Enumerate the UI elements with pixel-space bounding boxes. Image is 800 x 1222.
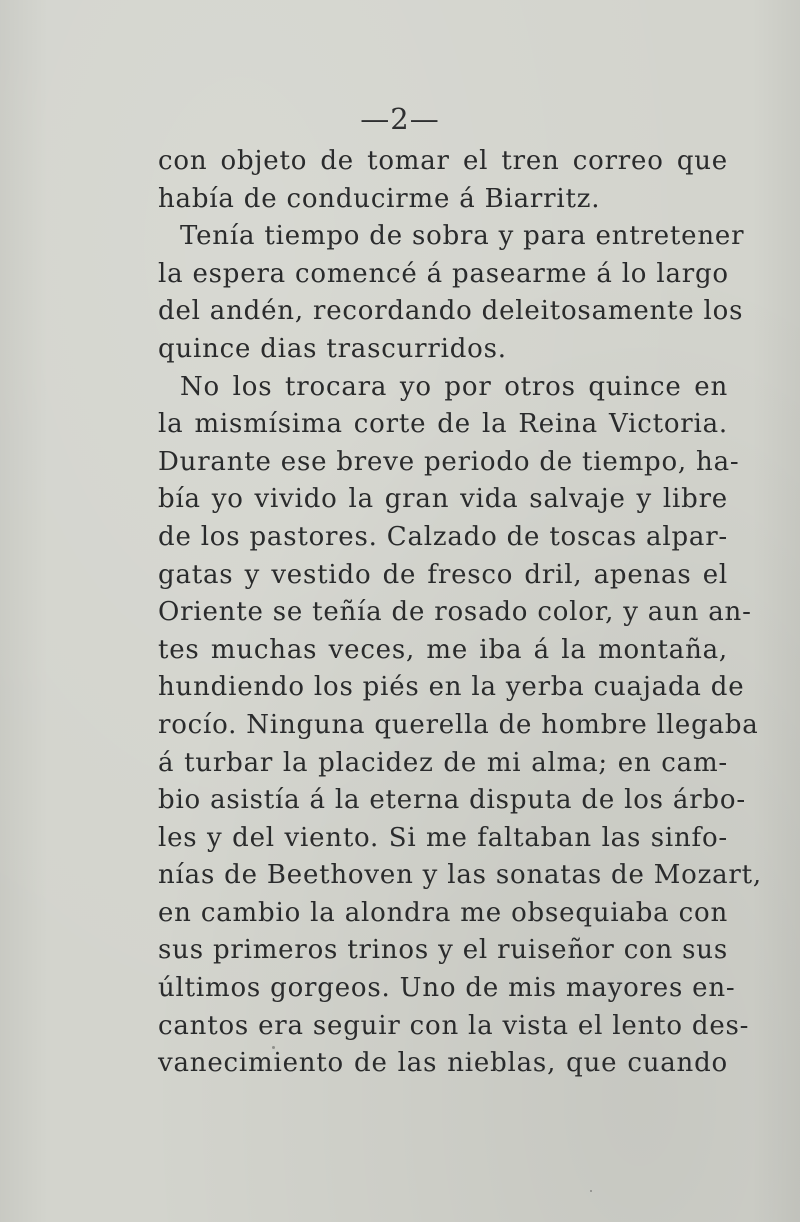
text-line: sus primeros trinos y el ruiseñor con sus (158, 935, 728, 966)
text-line: vanecimiento de las nieblas, que cuando (158, 1048, 728, 1079)
text-line: hundiendo los piés en la yerba cuajada de (158, 672, 745, 703)
text-line: de los pastores. Calzado de toscas alpar- (158, 521, 729, 552)
text-line: bía yo vivido la gran vida salvaje y libre (158, 484, 728, 515)
text-line: rocío. Ninguna querella de hombre llegaba (158, 709, 759, 740)
text-line: cantos era seguir con la vista el lento des- (158, 1010, 750, 1041)
text-line: con objeto de tomar el tren correo que (158, 146, 728, 176)
page-number: —2— (360, 102, 440, 136)
text-line: quince dias trascurridos. (158, 333, 507, 364)
text-line: la mismísima corte de la Reina Victoria. (158, 409, 728, 440)
text-line: bio asistía á la eterna disputa de los árbo- (158, 785, 746, 816)
text-line: nías de Beethoven y las sonatas de Mozart, (158, 860, 762, 891)
text-line: á turbar la placidez de mi alma; en cam- (158, 747, 728, 778)
text-line: No los trocara yo por otros quince en (180, 371, 728, 402)
text-line: últimos gorgeos. Uno de mis mayores en- (158, 973, 736, 1004)
text-line: les y del viento. Si me faltaban las sinfo- (158, 822, 728, 853)
text-line: Oriente se teñía de rosado color, y aun an- (158, 597, 752, 628)
text-line: en cambio la alondra me obsequiaba con (158, 897, 728, 928)
body-text (158, 143, 762, 1083)
text-line: había de conducirme á Biarritz. (158, 183, 601, 214)
text-line: la espera comencé á pasearme á lo largo (158, 258, 729, 289)
text-line: Tenía tiempo de sobra y para entretener (180, 221, 745, 252)
text-line: gatas y vestido de fresco dril, apenas el (158, 559, 728, 590)
paper-speck (590, 1190, 592, 1192)
text-line: Durante ese breve periodo de tiempo, ha- (158, 446, 740, 477)
paper-speck (272, 1046, 275, 1049)
text-line: del andén, recordando deleitosamente los (158, 296, 744, 327)
text-line: tes muchas veces, me iba á la montaña, (158, 634, 728, 665)
